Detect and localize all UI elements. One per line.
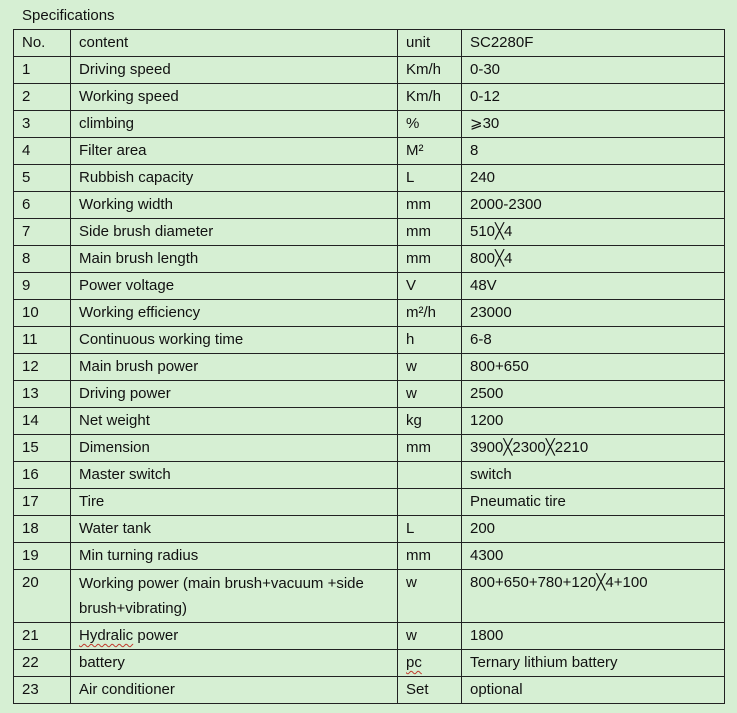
table-row bbox=[14, 84, 725, 111]
row-unit: M² bbox=[398, 138, 462, 165]
row-content: Water tank bbox=[71, 516, 398, 543]
row-number: 5 bbox=[14, 165, 71, 192]
row-content: Main brush length bbox=[71, 246, 398, 273]
table-row bbox=[14, 327, 725, 354]
header-unit: unit bbox=[398, 30, 462, 57]
row-unit: mm bbox=[398, 435, 462, 462]
row-content: Side brush diameter bbox=[71, 219, 398, 246]
row-content: Hydralic power bbox=[71, 623, 398, 650]
row-number: 7 bbox=[14, 219, 71, 246]
row-number: 9 bbox=[14, 273, 71, 300]
spellcheck-flagged-word: pc bbox=[406, 654, 422, 671]
row-number: 13 bbox=[14, 381, 71, 408]
row-unit: w bbox=[398, 570, 462, 623]
table-row bbox=[14, 623, 725, 650]
row-content: Air conditioner bbox=[71, 677, 398, 704]
table-row bbox=[14, 677, 725, 704]
row-content: climbing bbox=[71, 111, 398, 138]
row-content: Min turning radius bbox=[71, 543, 398, 570]
row-content: Working efficiency bbox=[71, 300, 398, 327]
row-number: 4 bbox=[14, 138, 71, 165]
row-value: Ternary lithium battery bbox=[462, 650, 725, 677]
row-number: 14 bbox=[14, 408, 71, 435]
row-number: 2 bbox=[14, 84, 71, 111]
row-number: 20 bbox=[14, 570, 71, 623]
row-number: 19 bbox=[14, 543, 71, 570]
row-value: switch bbox=[462, 462, 725, 489]
table-row bbox=[14, 165, 725, 192]
row-content: Tire bbox=[71, 489, 398, 516]
row-value: 200 bbox=[462, 516, 725, 543]
row-unit bbox=[398, 650, 462, 677]
row-unit: L bbox=[398, 516, 462, 543]
row-unit: h bbox=[398, 327, 462, 354]
header-model: SC2280F bbox=[462, 30, 725, 57]
row-unit: m²/h bbox=[398, 300, 462, 327]
row-content: Main brush power bbox=[71, 354, 398, 381]
row-number: 3 bbox=[14, 111, 71, 138]
table-row bbox=[14, 219, 725, 246]
row-unit: Km/h bbox=[398, 84, 462, 111]
row-unit: mm bbox=[398, 192, 462, 219]
row-content: Filter area bbox=[71, 138, 398, 165]
row-content: battery bbox=[71, 650, 398, 677]
row-number: 22 bbox=[14, 650, 71, 677]
row-unit: L bbox=[398, 165, 462, 192]
table-row bbox=[14, 381, 725, 408]
table-row bbox=[14, 408, 725, 435]
row-unit: w bbox=[398, 354, 462, 381]
header-content: content bbox=[71, 30, 398, 57]
row-number: 17 bbox=[14, 489, 71, 516]
row-number: 8 bbox=[14, 246, 71, 273]
table-row bbox=[14, 570, 725, 623]
row-unit: V bbox=[398, 273, 462, 300]
row-number: 16 bbox=[14, 462, 71, 489]
table-header-row bbox=[14, 30, 725, 57]
row-unit: Km/h bbox=[398, 57, 462, 84]
row-number: 12 bbox=[14, 354, 71, 381]
row-value: 8 bbox=[462, 138, 725, 165]
row-value: 800+650 bbox=[462, 354, 725, 381]
row-value: 240 bbox=[462, 165, 725, 192]
row-value: 0-30 bbox=[462, 57, 725, 84]
row-value: 1200 bbox=[462, 408, 725, 435]
row-unit: w bbox=[398, 623, 462, 650]
row-content: Working width bbox=[71, 192, 398, 219]
table-row bbox=[14, 462, 725, 489]
row-value: optional bbox=[462, 677, 725, 704]
row-value: 0-12 bbox=[462, 84, 725, 111]
row-unit: kg bbox=[398, 408, 462, 435]
row-value: 48V bbox=[462, 273, 725, 300]
row-value: ⩾30 bbox=[462, 111, 725, 138]
table-row bbox=[14, 192, 725, 219]
row-content: Driving speed bbox=[71, 57, 398, 84]
table-row bbox=[14, 435, 725, 462]
row-unit: mm bbox=[398, 219, 462, 246]
specifications-table bbox=[13, 29, 725, 704]
page-title: Specifications bbox=[22, 7, 115, 24]
table-row bbox=[14, 57, 725, 84]
table-row bbox=[14, 543, 725, 570]
row-number: 15 bbox=[14, 435, 71, 462]
spellcheck-flagged-word: Hydralic bbox=[79, 627, 134, 644]
row-content: Power voltage bbox=[71, 273, 398, 300]
table-row bbox=[14, 354, 725, 381]
row-value: 3900╳2300╳2210 bbox=[462, 435, 725, 462]
table-row bbox=[14, 138, 725, 165]
row-value: 6-8 bbox=[462, 327, 725, 354]
row-content: Dimension bbox=[71, 435, 398, 462]
table-row bbox=[14, 300, 725, 327]
row-number: 1 bbox=[14, 57, 71, 84]
row-value: 2500 bbox=[462, 381, 725, 408]
row-unit bbox=[398, 462, 462, 489]
row-content: Working power (main brush+vacuum +side brush+vibrating) bbox=[71, 570, 398, 623]
row-unit: mm bbox=[398, 246, 462, 273]
row-unit bbox=[398, 489, 462, 516]
row-unit: % bbox=[398, 111, 462, 138]
row-value: 23000 bbox=[462, 300, 725, 327]
table-row bbox=[14, 489, 725, 516]
row-value: 800╳4 bbox=[462, 246, 725, 273]
header-no: No. bbox=[14, 30, 71, 57]
row-number: 11 bbox=[14, 327, 71, 354]
table-row bbox=[14, 111, 725, 138]
row-content: Master switch bbox=[71, 462, 398, 489]
row-value: 1800 bbox=[462, 623, 725, 650]
row-value: 2000-2300 bbox=[462, 192, 725, 219]
table-row bbox=[14, 650, 725, 677]
table-row bbox=[14, 246, 725, 273]
row-number: 23 bbox=[14, 677, 71, 704]
row-unit: mm bbox=[398, 543, 462, 570]
row-value: Pneumatic tire bbox=[462, 489, 725, 516]
row-unit: w bbox=[398, 381, 462, 408]
row-number: 10 bbox=[14, 300, 71, 327]
row-number: 6 bbox=[14, 192, 71, 219]
row-number: 18 bbox=[14, 516, 71, 543]
table-row bbox=[14, 516, 725, 543]
row-value: 510╳4 bbox=[462, 219, 725, 246]
row-value: 4300 bbox=[462, 543, 725, 570]
row-value: 800+650+780+120╳4+100 bbox=[462, 570, 725, 623]
row-content: Working speed bbox=[71, 84, 398, 111]
row-content: Rubbish capacity bbox=[71, 165, 398, 192]
row-unit: Set bbox=[398, 677, 462, 704]
row-content: Continuous working time bbox=[71, 327, 398, 354]
row-content: Net weight bbox=[71, 408, 398, 435]
table-row bbox=[14, 273, 725, 300]
row-number: 21 bbox=[14, 623, 71, 650]
row-content: Driving power bbox=[71, 381, 398, 408]
